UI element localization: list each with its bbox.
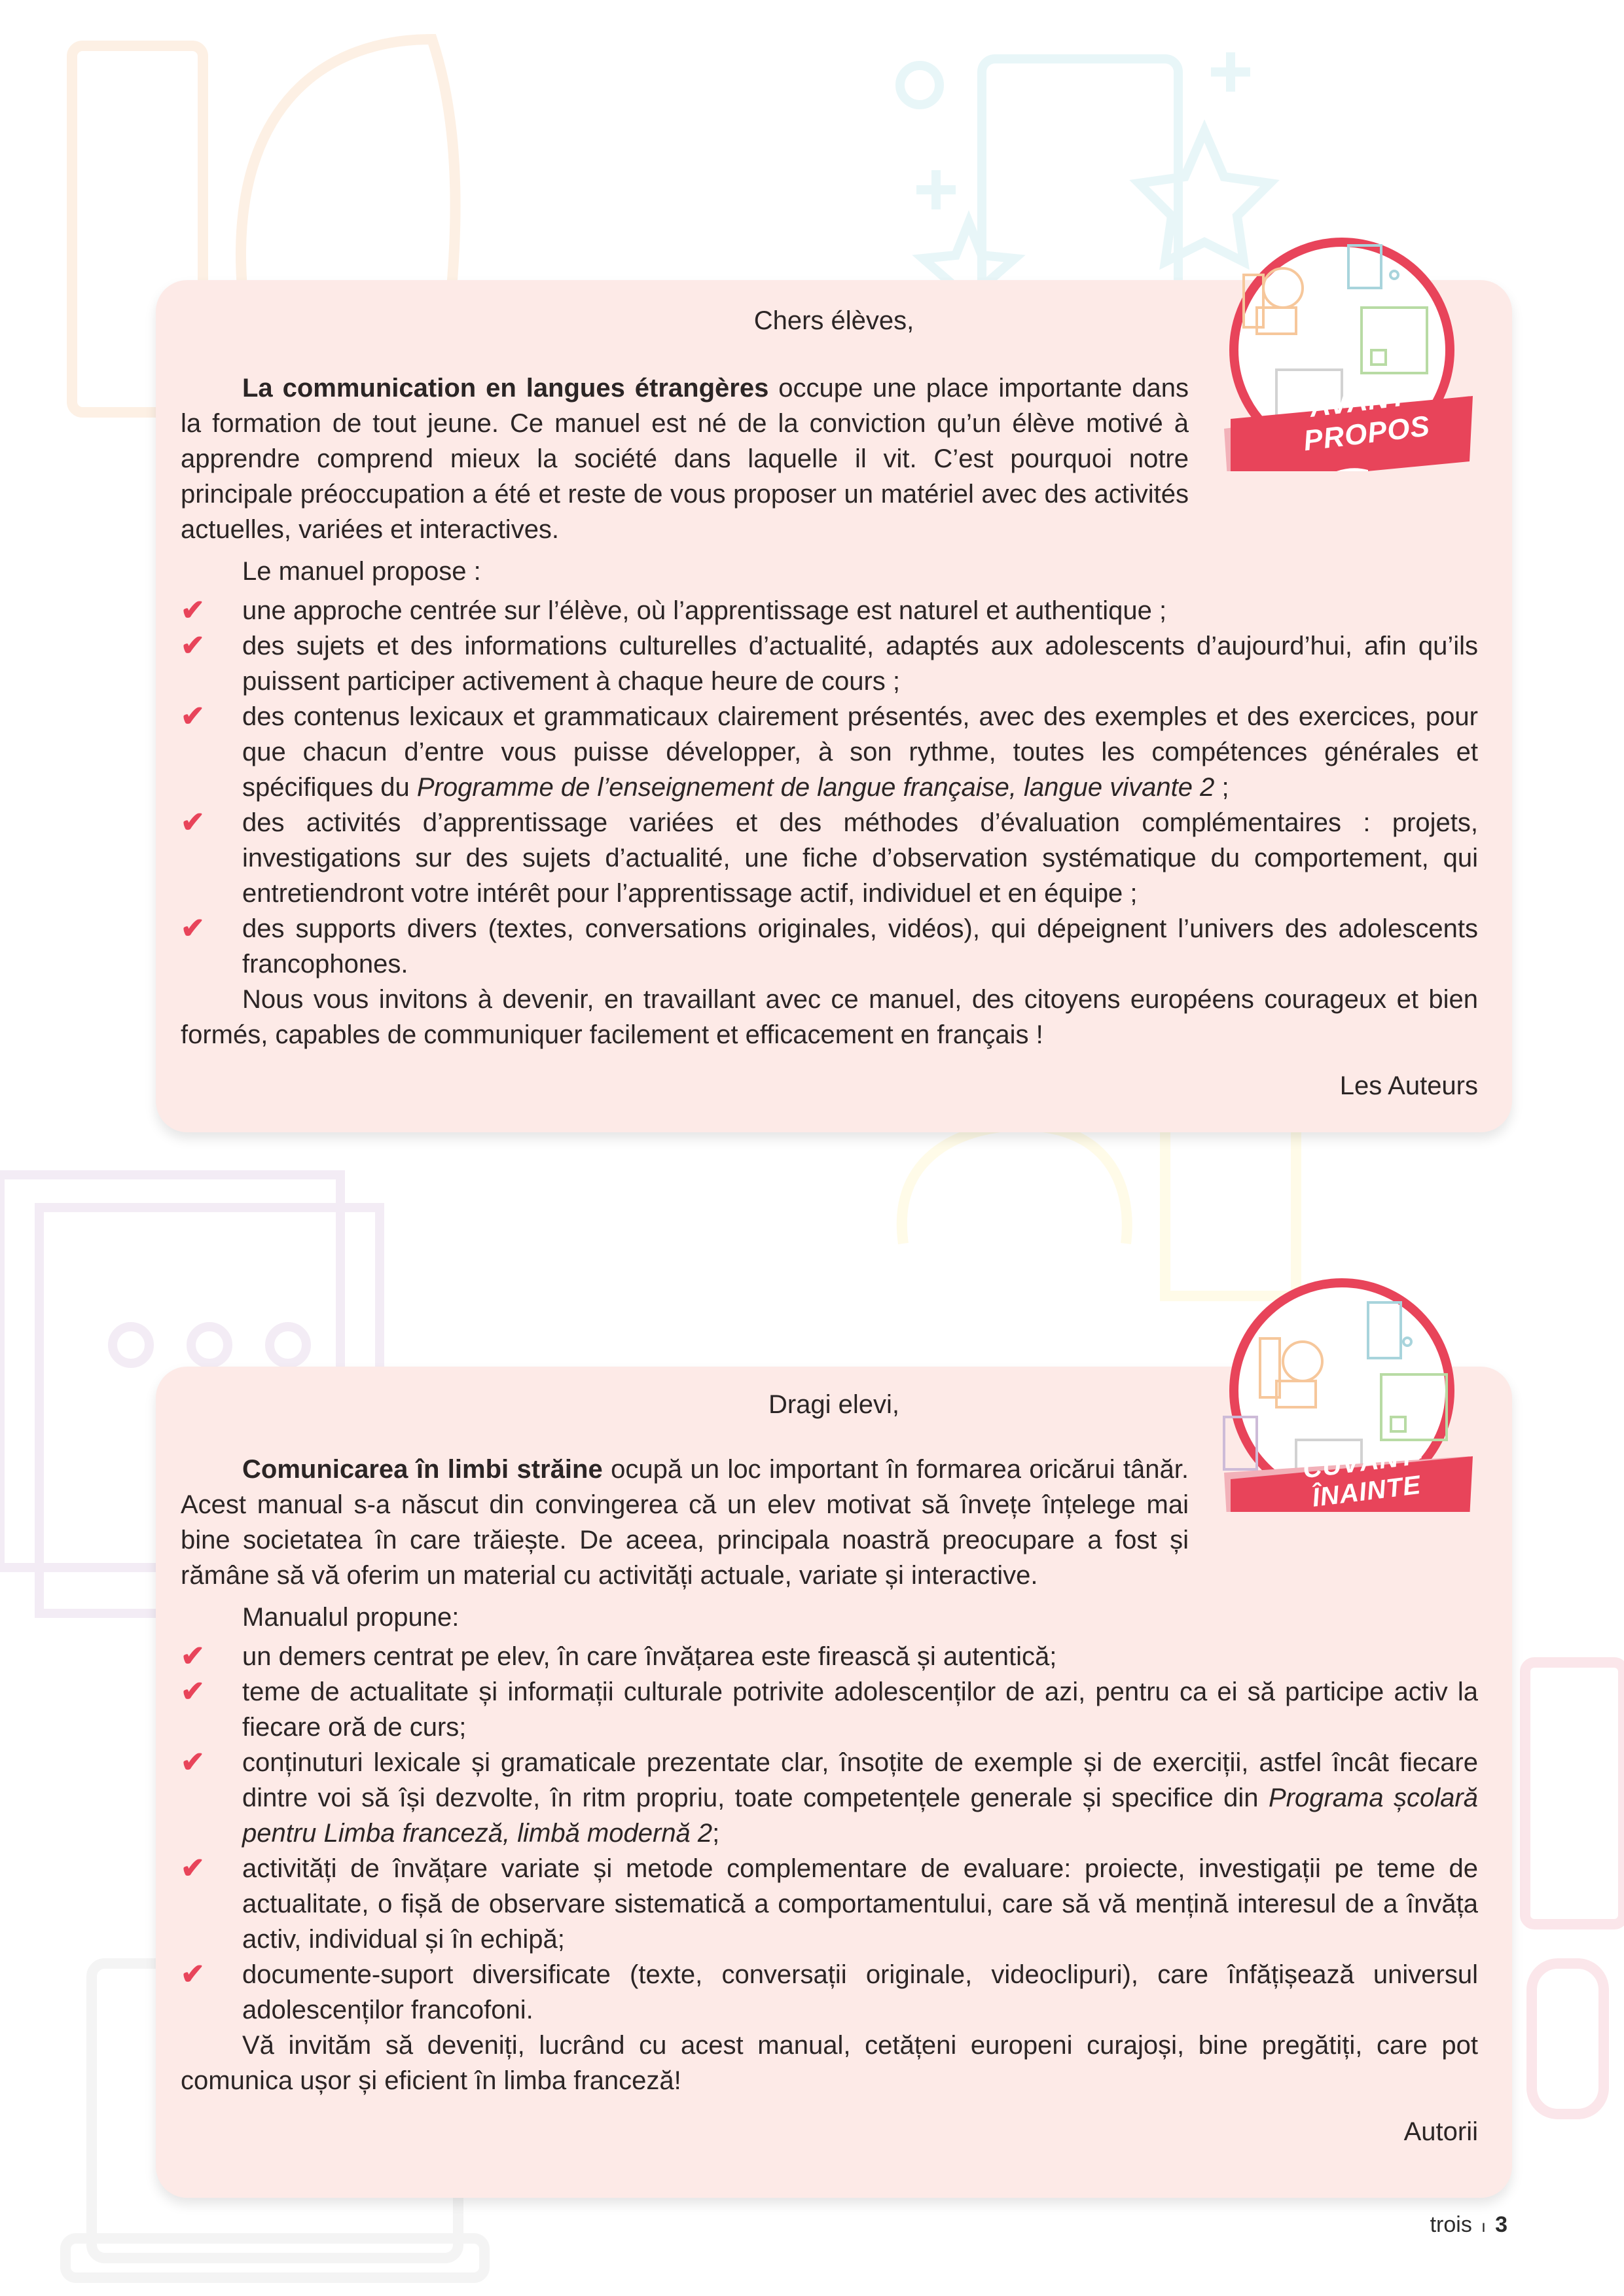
closing-paragraph: Nous vous invitons à devenir, en travaillant avec ce manuel, des citoyens européens courageux et bien formés, capables de communiquer facilement et efficacement en français ! xyxy=(181,985,1478,1049)
page-number xyxy=(1430,2212,1507,2238)
browser-window-icon xyxy=(1525,1662,1623,2114)
badge-label: CUVÂNT-ÎNAINTE xyxy=(1301,1441,1425,1513)
signature: Autorii xyxy=(1403,2117,1478,2146)
avant-propos-badge xyxy=(1211,236,1486,471)
cuvant-inainte-badge xyxy=(1211,1276,1486,1512)
badge-label: AVANT-PROPOS xyxy=(1301,378,1432,457)
intro-bold: Comunicarea în limbi străine xyxy=(242,1455,603,1484)
intro-text: occupe une place importante dans la formation de tout jeune. Ce manuel est né de la conviction qu’un élève motivé à apprendre comprend mieux la société dans laquelle il vit. C’est pourquoi notre principale préoccupation a été et reste de vous proposer un matériel avec des activités actuelles, variées et interactives. xyxy=(181,374,1189,544)
list-item: ✔ des activités d’apprentissage variées et des méthodes d’évaluation complémentaires : projets, investigations sur des sujets d’actualité, une fiche d’observation systématique du comportement, qui entretiendront votre intérêt pour l’apprentissage actif, individuel et en équipe ; xyxy=(181,806,1478,908)
list-lead: Manualul propune: xyxy=(242,1603,460,1632)
page-word: trois xyxy=(1430,2212,1472,2237)
list-item: ✔ activități de învățare variate și metode complementare de evaluare: proiecte, investigații pe teme de actualitate, o fișă de observare sistematică a comportamentului, care să vă mențină interesul de a învăța activ, individual și în echipă; xyxy=(181,1852,1478,1954)
intro-paragraph xyxy=(181,370,1189,547)
intro-paragraph xyxy=(181,1452,1189,1593)
check-icon: ✔ xyxy=(181,700,205,732)
list-item: ✔ des contenus lexicaux et grammaticaux clairement présentés, avec des exemples et des exercices, pour que chacun d’entre vous puisse développer, à son rythme, toutes les compétences générales et spécifiques du Programme de l’enseignement de langue française, langue vivante 2 ; xyxy=(181,700,1478,802)
list-item: ✔ documente-suport diversificate (texte, conversații originale, videoclipuri), care înfățișează universul adolescenților francofoni. xyxy=(181,1958,1478,2024)
closing-paragraph: Vă invităm să deveniți, lucrând cu acest manual, cetățeni europeni curajoși, bine pregătiți, care pot comunica ușor și eficient în limba franceză! xyxy=(181,2031,1478,2095)
check-icon: ✔ xyxy=(181,806,205,838)
check-icon: ✔ xyxy=(181,1852,205,1884)
check-icon: ✔ xyxy=(181,912,205,944)
list-item: ✔ des sujets et des informations culturelles d’actualité, adaptés aux adolescents d’aujourd’hui, afin qu’ils puissent participer activement à chaque heure de cours ; xyxy=(181,630,1478,696)
check-icon: ✔ xyxy=(181,1746,205,1778)
greeting: Chers élèves, xyxy=(753,306,914,335)
intro-text: ocupă un loc important în formarea oricărui tânăr. Acest manual s-a născut din convingerea că un elev motivat să învețe înțelege mai bine societatea în care trăiește. De aceea, principala noastră preocupare a fost și rămâne să vă oferim un material cu activități actuale, variate și interactive. xyxy=(181,1455,1189,1590)
feature-list xyxy=(181,1639,1478,2028)
foreword-body xyxy=(181,370,1478,1103)
page-separator: ı xyxy=(1481,2216,1487,2236)
program-title: Programme de l’enseignement de langue française, langue vivante 2 xyxy=(416,773,1215,802)
foreword-body xyxy=(181,1452,1478,2149)
list-item: ✔ une approche centrée sur l’élève, où l’apprentissage est naturel et authentique ; xyxy=(181,593,1478,628)
signature: Les Auteurs xyxy=(1339,1071,1478,1100)
person-speech-icon xyxy=(902,1126,1296,1296)
list-item: ✔ conținuturi lexicale și gramaticale prezentate clar, însoțite de exemple și de exerciții, astfel încât fiecare dintre voi să își dezvolte, în ritm propriu, toate competențele generale și specifice din Programa școlară pentru Limba franceză, limbă modernă 2; xyxy=(181,1746,1478,1848)
list-item: ✔ des supports divers (textes, conversations originales, vidéos), qui dépeignent l’univers des adolescents francophones. xyxy=(181,912,1478,978)
check-icon: ✔ xyxy=(181,630,205,662)
intro-bold: La communication en langues étrangères xyxy=(242,374,769,403)
page-digit: 3 xyxy=(1495,2212,1507,2237)
check-icon: ✔ xyxy=(181,594,205,626)
list-item: ✔ un demers centrat pe elev, în care învățarea este firească și autentică; xyxy=(181,1639,1478,1674)
program-title: Programa școlară pentru Limba franceză, limbă modernă 2 xyxy=(242,1784,1478,1848)
greeting: Dragi elevi, xyxy=(768,1390,900,1419)
list-item: ✔ teme de actualitate și informații culturale potrivite adolescenților de azi, pentru ca ei să participe activ la fiecare oră de curs; xyxy=(181,1676,1478,1742)
list-lead: Le manuel propose : xyxy=(242,557,481,586)
check-icon: ✔ xyxy=(181,1640,205,1672)
feature-list xyxy=(181,593,1478,982)
check-icon: ✔ xyxy=(181,1958,205,1990)
check-icon: ✔ xyxy=(181,1676,205,1708)
